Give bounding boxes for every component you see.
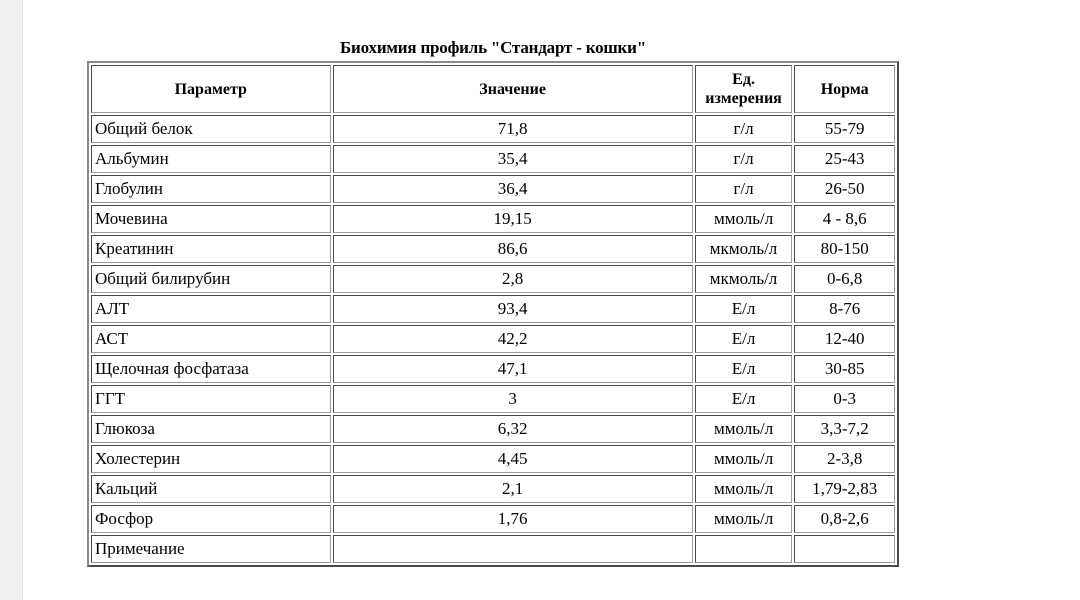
viewer-left-margin (0, 0, 23, 600)
cell-parameter: Общий белок (91, 115, 331, 143)
cell-norm: 1,79-2,83 (794, 475, 895, 503)
table-row (91, 175, 895, 203)
table-row (91, 145, 895, 173)
table-row (91, 235, 895, 263)
cell-unit: Е/л (695, 295, 793, 323)
header-value: Значение (333, 65, 693, 113)
cell-unit: ммоль/л (695, 415, 793, 443)
cell-unit: ммоль/л (695, 445, 793, 473)
cell-value: 1,76 (333, 505, 693, 533)
cell-unit: Е/л (695, 355, 793, 383)
cell-parameter: Общий билирубин (91, 265, 331, 293)
cell-norm: 12-40 (794, 325, 895, 353)
table-header-row (91, 65, 895, 113)
cell-unit: г/л (695, 115, 793, 143)
table-row (91, 535, 895, 563)
cell-parameter: Фосфор (91, 505, 331, 533)
table-row (91, 385, 895, 413)
table-row (91, 445, 895, 473)
cell-value: 6,32 (333, 415, 693, 443)
cell-unit (695, 535, 793, 563)
cell-value: 42,2 (333, 325, 693, 353)
cell-parameter: Глобулин (91, 175, 331, 203)
cell-parameter: Примечание (91, 535, 331, 563)
table-row (91, 505, 895, 533)
table-row (91, 475, 895, 503)
cell-value: 2,1 (333, 475, 693, 503)
cell-parameter: Холестерин (91, 445, 331, 473)
cell-parameter: Мочевина (91, 205, 331, 233)
header-unit (695, 65, 793, 113)
cell-norm: 55-79 (794, 115, 895, 143)
table-row (91, 205, 895, 233)
cell-norm: 4 - 8,6 (794, 205, 895, 233)
cell-parameter: Креатинин (91, 235, 331, 263)
cell-parameter: АСТ (91, 325, 331, 353)
cell-unit: Е/л (695, 325, 793, 353)
cell-value (333, 535, 693, 563)
cell-parameter: Щелочная фосфатаза (91, 355, 331, 383)
cell-norm: 2-3,8 (794, 445, 895, 473)
cell-norm: 0-6,8 (794, 265, 895, 293)
cell-norm: 80-150 (794, 235, 895, 263)
cell-value: 2,8 (333, 265, 693, 293)
cell-norm: 26-50 (794, 175, 895, 203)
cell-value: 47,1 (333, 355, 693, 383)
cell-norm: 3,3-7,2 (794, 415, 895, 443)
cell-norm: 0,8-2,6 (794, 505, 895, 533)
cell-parameter: АЛТ (91, 295, 331, 323)
table-row (91, 115, 895, 143)
biochemistry-table (87, 61, 899, 567)
cell-value: 35,4 (333, 145, 693, 173)
header-parameter: Параметр (91, 65, 331, 113)
cell-norm: 30-85 (794, 355, 895, 383)
cell-norm: 8-76 (794, 295, 895, 323)
table-row (91, 325, 895, 353)
cell-unit: г/л (695, 145, 793, 173)
cell-unit: г/л (695, 175, 793, 203)
cell-norm: 0-3 (794, 385, 895, 413)
table-row (91, 295, 895, 323)
cell-unit: Е/л (695, 385, 793, 413)
header-unit-line1: Ед. (732, 71, 755, 88)
cell-parameter: ГГТ (91, 385, 331, 413)
cell-value: 19,15 (333, 205, 693, 233)
cell-value: 36,4 (333, 175, 693, 203)
cell-norm: 25-43 (794, 145, 895, 173)
cell-unit: мкмоль/л (695, 265, 793, 293)
table-row (91, 265, 895, 293)
header-norm: Норма (794, 65, 895, 113)
cell-parameter: Кальций (91, 475, 331, 503)
cell-unit: ммоль/л (695, 505, 793, 533)
cell-value: 71,8 (333, 115, 693, 143)
header-unit-line2: измерения (705, 90, 782, 107)
table-row (91, 355, 895, 383)
cell-unit: ммоль/л (695, 475, 793, 503)
cell-parameter: Альбумин (91, 145, 331, 173)
cell-unit: ммоль/л (695, 205, 793, 233)
cell-value: 3 (333, 385, 693, 413)
cell-norm (794, 535, 895, 563)
cell-value: 93,4 (333, 295, 693, 323)
cell-parameter: Глюкоза (91, 415, 331, 443)
table-row (91, 415, 895, 443)
cell-value: 4,45 (333, 445, 693, 473)
cell-value: 86,6 (333, 235, 693, 263)
cell-unit: мкмоль/л (695, 235, 793, 263)
document-title: Биохимия профиль "Стандарт - кошки" (340, 38, 646, 57)
